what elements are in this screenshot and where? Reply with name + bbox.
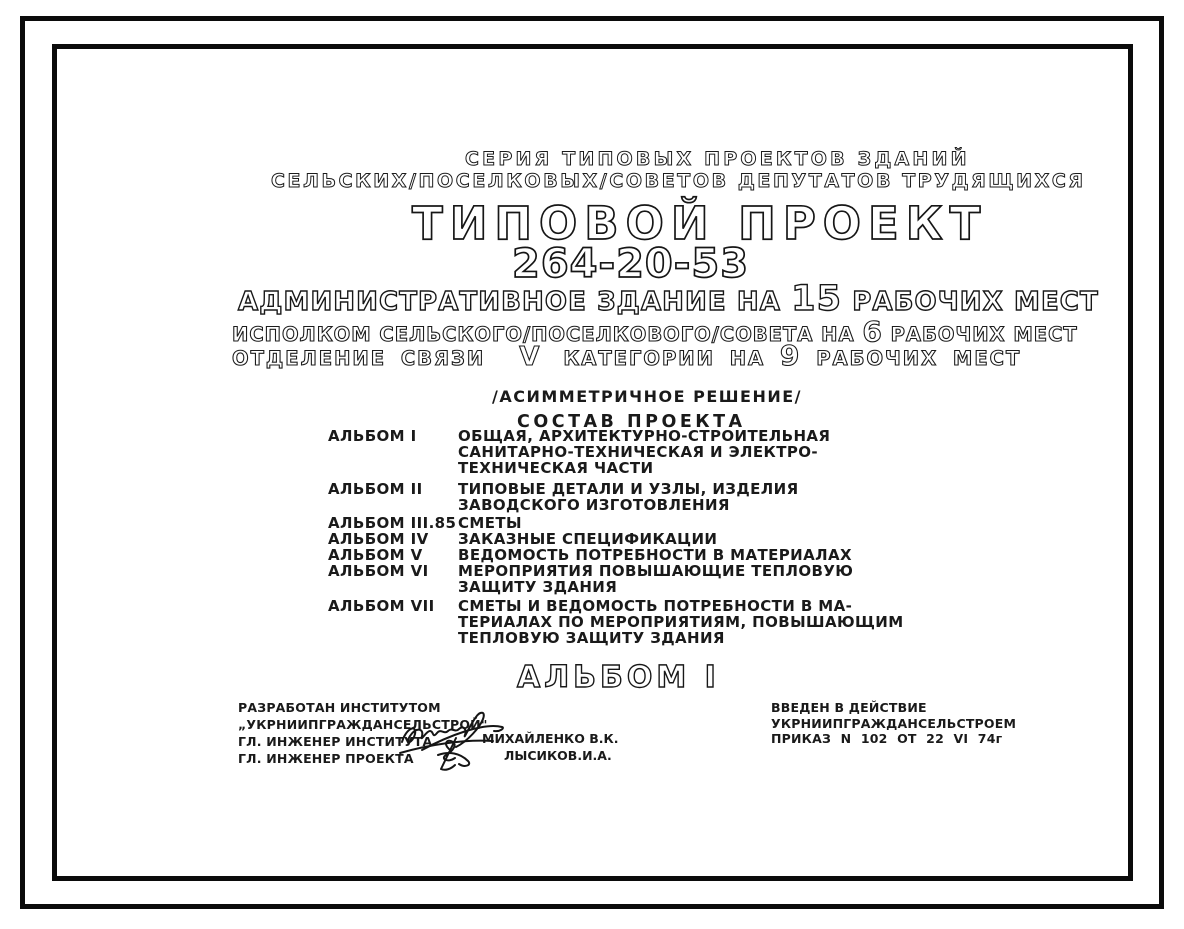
building-subtitle-pre: АДМИНИСТРАТИВНОЕ ЗДАНИЕ НА [238,287,781,317]
building-subtitle-post: РАБОЧИХ МЕСТ [852,287,1099,317]
album-desc-line: ВЕДОМОСТЬ ПОТРЕБНОСТИ В МАТЕРИАЛАХ [458,546,852,564]
post-office-post: РАБОЧИХ МЕСТ [816,347,1022,370]
album-label: АЛЬБОМ V [328,546,423,564]
album-description [458,563,853,595]
album-desc-line: ОБЩАЯ, АРХИТЕКТУРНО-СТРОИТЕЛЬНАЯ [458,427,831,445]
album-desc-line: ТЕПЛОВУЮ ЗАЩИТУ ЗДАНИЯ [458,629,725,647]
album-description [458,515,522,531]
chief-engineer-institute-name: МИХАЙЛЕНКО В.К. [482,731,619,746]
album-description [458,531,717,547]
album-desc-line: ЗАЩИТУ ЗДАНИЯ [458,578,618,596]
developed-line-2: „УКРНИИПГРАЖДАНСЕЛЬСТРОЙ" [238,717,488,732]
composition-heading: СОСТАВ ПРОЕКТА [517,412,746,432]
developed-line-1: РАЗРАБОТАН ИНСТИТУТОМ [238,700,441,715]
album-label: АЛЬБОМ II [328,480,423,498]
album-desc-line: МЕРОПРИЯТИЯ ПОВЫШАЮЩИЕ ТЕПЛОВУЮ [458,562,854,580]
post-office-category: V [519,342,542,372]
album-desc-line: САНИТАРНО-ТЕХНИЧЕСКАЯ И ЭЛЕКТРО- [458,443,819,461]
ispolkom-workplaces-count: 6 [862,315,883,348]
album-label: АЛЬБОМ VII [328,597,435,615]
series-line-2: СЕЛЬСКИХ/ПОСЕЛКОВЫХ/СОВЕТОВ ДЕПУТАТОВ ТРУДЯЩИХСЯ [271,170,1086,192]
chief-engineer-project-name: ЛЫСИКОВ.И.А. [504,748,612,763]
album-row [328,531,904,547]
approved-line-2: УКРНИИПГРАЖДАНСЕЛЬСТРОЕМ [771,715,1017,731]
album-row [328,598,904,646]
album-description [458,598,904,646]
album-row [328,563,904,595]
building-subtitle [238,279,1099,319]
album-desc-line: СМЕТЫ [458,514,522,532]
project-title: ТИПОВОЙ ПРОЕКТ [412,197,988,250]
approved-order-line: ПРИКАЗ N 102 ОТ 22 VI 74г [771,731,1003,746]
post-office-pre: ОТДЕЛЕНИЕ СВЯЗИ [232,347,486,370]
album-row [328,481,904,513]
album-desc-line: ЗАВОДСКОГО ИЗГОТОВЛЕНИЯ [458,496,730,514]
approved-block [771,700,1016,747]
chief-engineer-project-role: ГЛ. ИНЖЕНЕР ПРОЕКТА [238,751,414,766]
chief-engineer-institute-role: ГЛ. ИНЖЕНЕР ИНСТИТУТА [238,734,433,749]
album-description [458,481,799,513]
album-description [458,428,830,476]
albums-list [328,428,904,646]
album-desc-line: ТЕРИАЛАХ ПО МЕРОПРИЯТИЯМ, ПОВЫШАЮЩИМ [458,613,904,631]
album-row [328,547,904,563]
approved-line-1: ВВЕДЕН В ДЕЙСТВИЕ [771,700,927,715]
album-desc-line: ТИПОВЫЕ ДЕТАЛИ И УЗЛЫ, ИЗДЕЛИЯ [458,480,799,498]
series-line-1: СЕРИЯ ТИПОВЫХ ПРОЕКТОВ ЗДАНИЙ [465,148,970,170]
album-desc-line: ТЕХНИЧЕСКАЯ ЧАСТИ [458,459,654,477]
variant-note: /АСИММЕТРИЧНОЕ РЕШЕНИЕ/ [492,387,802,406]
ispolkom-post: РАБОЧИХ МЕСТ [890,323,1078,346]
post-office-line [232,339,1022,372]
album-label: АЛЬБОМ I [328,427,417,445]
album-footer: АЛЬБОМ I [517,660,720,695]
ispolkom-pre: ИСПОЛКОМ СЕЛЬСКОГО/ПОСЕЛКОВОГО/СОВЕТА НА [232,323,855,346]
post-office-workplaces-count: 9 [779,339,802,372]
album-desc-line: ЗАКАЗНЫЕ СПЕЦИФИКАЦИИ [458,530,718,548]
album-label: АЛЬБОМ III.85 [328,514,457,532]
album-label: АЛЬБОМ IV [328,530,429,548]
album-label: АЛЬБОМ VI [328,562,429,580]
project-number: 264-20-53 [512,241,750,287]
album-row [328,515,904,531]
album-row [328,428,904,476]
post-office-mid: КАТЕГОРИИ НА [563,347,766,370]
album-desc-line: СМЕТЫ И ВЕДОМОСТЬ ПОТРЕБНОСТИ В МА- [458,597,853,615]
album-description [458,547,852,563]
workplaces-total-count: 15 [791,279,843,319]
signatures-graphic [396,700,508,772]
